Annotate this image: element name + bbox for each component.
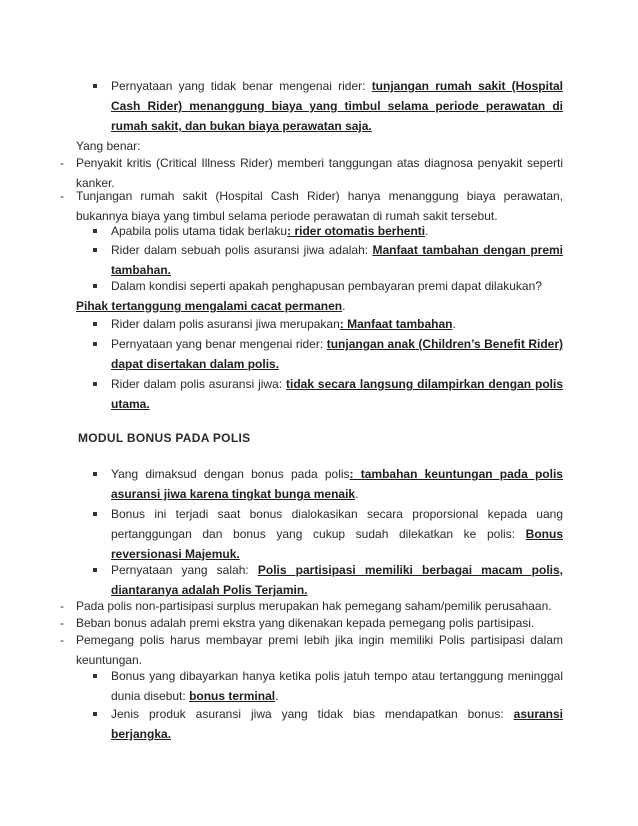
dash-marker: - — [60, 616, 64, 630]
question-text: Rider dalam polis asuransi jiwa: — [111, 377, 286, 391]
bullet-icon — [93, 712, 97, 716]
question-text: Pernyataan yang salah: — [111, 563, 258, 577]
answer-text: tidak secara langsung dilampirkan dengan polis utama. — [111, 377, 563, 411]
answer-text: asuransi berjangka. — [111, 707, 563, 741]
dash-text: Pada polis non-partisipasi surplus merupakan hak pemegang saham/pemilik perusahaan. — [76, 599, 552, 613]
answer-text: : Manfaat tambahan — [339, 317, 453, 331]
answer-text: tunjangan anak (Children’s Benefit Rider) dapat disertakan dalam polis. — [111, 337, 563, 371]
answer-text: Manfaat tambahan dengan premi tambahan. — [111, 243, 563, 277]
answer-text: Polis partisipasi memiliki berbagai macam polis, diantaranya adalah Polis Terjamin. — [111, 563, 564, 597]
answer-text: : tambahan keuntungan pada polis asuransi jiwa karena tingkat bunga menaik — [111, 467, 563, 501]
question-text: Rider dalam sebuah polis asuransi jiwa adalah: — [111, 243, 373, 257]
answer-text: : rider otomatis berhenti — [287, 224, 426, 238]
tail-text: . — [275, 689, 279, 703]
answer-text: tunjangan rumah sakit (Hospital Cash Rider) menanggung biaya yang timbul selama periode perawatan di rumah sakit, dan bukan biaya perawatan saja. — [111, 79, 563, 133]
dash-marker: - — [60, 599, 64, 613]
dash-marker: - — [60, 189, 64, 203]
bullet-icon — [93, 568, 97, 572]
answer-text: Pihak tertanggung mengalami cacat permanen — [76, 299, 343, 313]
question-text: Bonus ini terjadi saat bonus dialokasikan secara proporsional kepada uang pertanggungan dan bonus yang cukup sudah dilekatkan ke polis: — [111, 507, 563, 541]
question-text: Pernyataan yang benar mengenai rider: — [111, 337, 327, 351]
question-text: Rider dalam polis asuransi jiwa merupakan — [111, 317, 340, 331]
answer-text: bonus terminal — [189, 689, 276, 703]
bullet-icon — [93, 229, 97, 233]
bullet-icon — [93, 674, 97, 678]
bullet-icon — [93, 472, 97, 476]
bullet-icon — [93, 342, 97, 346]
dash-text: Pemegang polis harus membayar premi lebih jika ingin memiliki Polis partisipasi dalam keuntungan. — [76, 633, 563, 667]
dash-marker: - — [60, 156, 64, 170]
bullet-icon — [93, 512, 97, 516]
tail-text: . — [452, 317, 456, 331]
bullet-icon — [93, 382, 97, 386]
bullet-icon — [93, 248, 97, 252]
yang-benar-label: Yang benar: — [76, 139, 141, 153]
question-text: Bonus yang dibayarkan hanya ketika polis jatuh tempo atau tertanggung meninggal dunia disebut: — [111, 669, 563, 703]
section-heading: MODUL BONUS PADA POLIS — [78, 431, 251, 445]
tail-text: . — [425, 224, 429, 238]
dash-text: Tunjangan rumah sakit (Hospital Cash Rider) hanya menanggung biaya perawatan, bukannya biaya yang timbul selama periode perawatan di rumah sakit tersebut. — [76, 189, 563, 223]
tail-text: . — [355, 487, 359, 501]
dash-text: Beban bonus adalah premi ekstra yang dikenakan kepada pemegang polis partisipasi. — [76, 616, 535, 630]
bullet-icon — [93, 84, 97, 88]
question-text: Pernyataan yang tidak benar mengenai rider: — [111, 79, 372, 93]
question-text: Apabila polis utama tidak berlaku — [111, 224, 288, 238]
question-text: Yang dimaksud dengan bonus pada polis — [111, 467, 350, 481]
bullet-icon — [93, 322, 97, 326]
answer-text: Bonus reversionasi Majemuk. — [111, 527, 563, 561]
tail-text: . — [342, 299, 346, 313]
question-text: Dalam kondisi seperti apakah penghapusan pembayaran premi dapat dilakukan? — [111, 279, 542, 293]
question-text: Jenis produk asuransi jiwa yang tidak bias mendapatkan bonus: — [111, 707, 514, 721]
bullet-icon — [93, 284, 97, 288]
dash-text: Penyakit kritis (Critical Illness Rider) memberi tanggungan atas diagnosa penyakit seperti kanker. — [76, 156, 563, 190]
dash-marker: - — [60, 633, 64, 647]
